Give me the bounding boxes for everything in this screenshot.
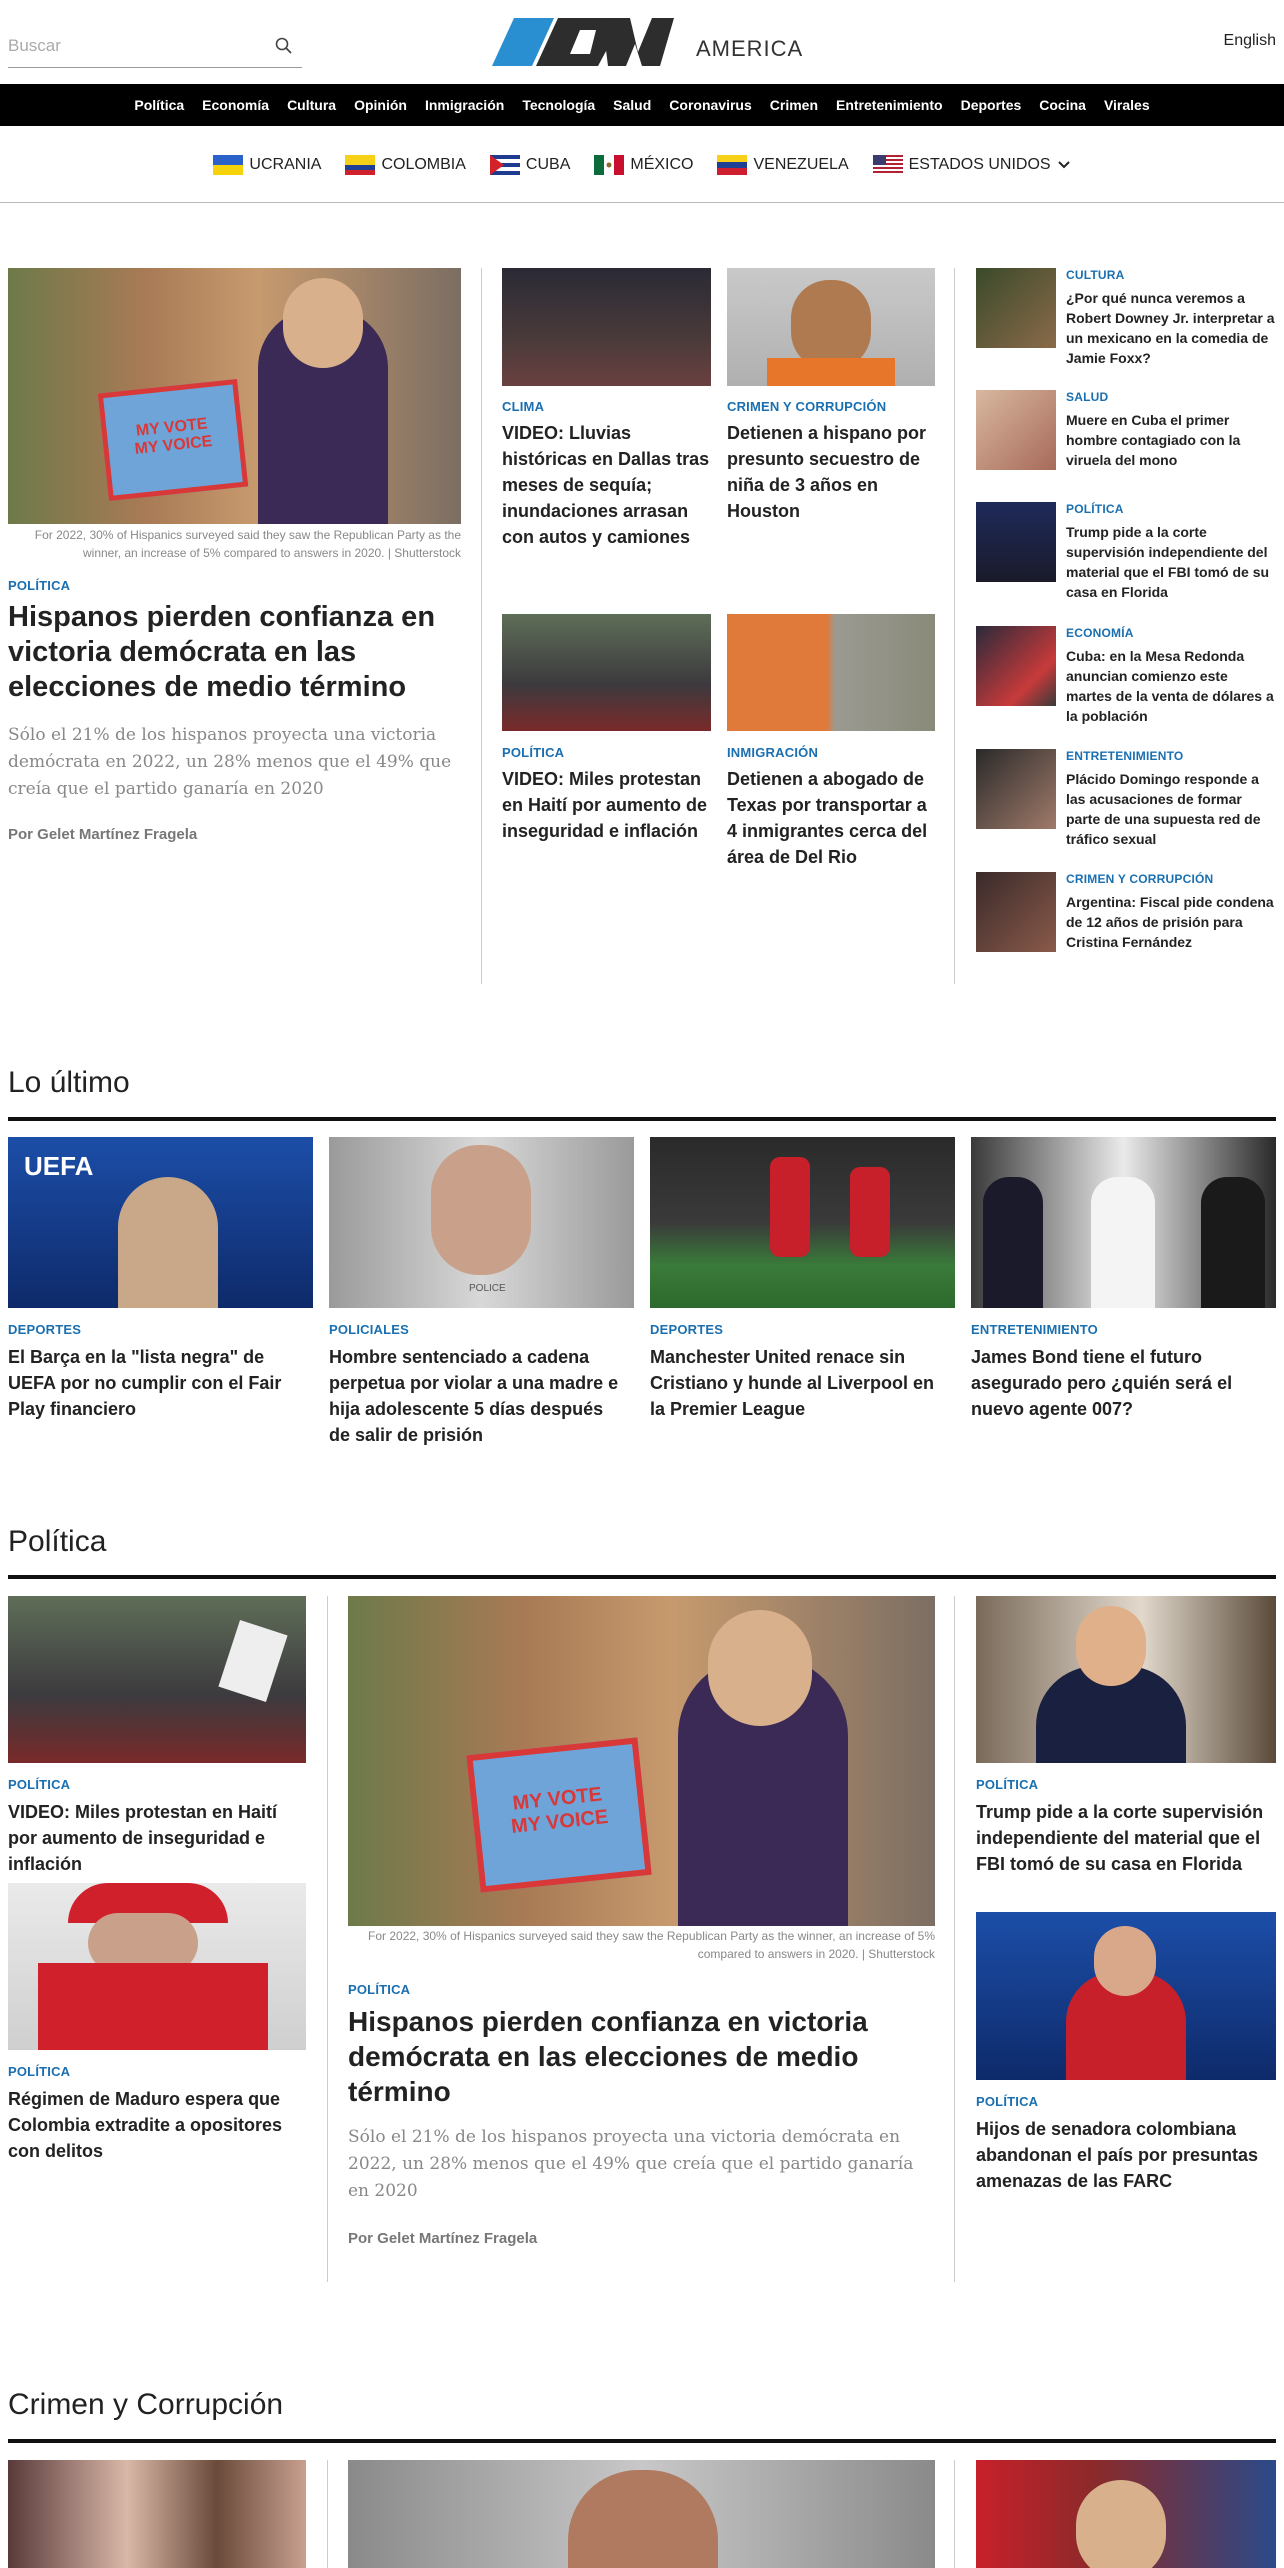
politica-left-image[interactable] [8, 1883, 306, 2050]
person-head [708, 1610, 812, 1726]
latest-image-text: POLICE [469, 1283, 506, 1294]
grid-title[interactable]: VIDEO: Miles protestan en Haití por aumento de inseguridad e inflación [502, 769, 708, 841]
person-figure [118, 1177, 218, 1308]
sidebar-category[interactable]: CRIMEN Y CORRUPCIÓN [1066, 872, 1214, 886]
person-head [1094, 1926, 1156, 1996]
nav-item-cocina[interactable]: Cocina [1039, 97, 1086, 113]
person-figure [1091, 1177, 1155, 1308]
sidebar-category[interactable]: CULTURA [1066, 268, 1125, 282]
sidebar-category[interactable]: ENTRETENIMIENTO [1066, 749, 1184, 763]
language-switch[interactable]: English [1223, 32, 1276, 49]
column-divider [954, 268, 955, 984]
hero-caption: For 2022, 30% of Hispanics surveyed said they saw the Republican Party as the winner, an increase of 5% compared to answers in 2020. | Shutterstock [34, 528, 461, 560]
crimen-image[interactable] [348, 2460, 935, 2568]
country-label: COLOMBIA [381, 156, 466, 173]
sidebar-category[interactable]: ECONOMÍA [1066, 626, 1134, 640]
nav-item-virales[interactable]: Virales [1103, 97, 1150, 113]
face-figure [791, 280, 871, 370]
nav-item-tecnologia[interactable]: Tecnología [522, 97, 596, 113]
country-label: CUBA [525, 156, 571, 173]
person-head [1076, 1606, 1146, 1686]
section-rule [8, 1575, 1276, 1579]
sidebar-image[interactable] [976, 268, 1056, 348]
sidebar-title[interactable]: Trump pide a la corte supervisión independiente del material que el FBI tomó de su casa en Florida [1066, 524, 1270, 600]
person-figure [1201, 1177, 1265, 1308]
politica-category[interactable]: POLÍTICA [8, 1777, 71, 1792]
country-colombia[interactable] [345, 155, 465, 175]
person-head [1076, 2480, 1166, 2568]
jumpsuit [767, 358, 895, 386]
grid-image-mugshot[interactable] [727, 268, 935, 386]
country-venezuela[interactable] [717, 155, 848, 175]
latest-image-text: UEFA [24, 1151, 94, 1181]
politica-left-image[interactable] [8, 1596, 306, 1763]
latest-title[interactable]: Manchester United renace sin Cristiano y hunde al Liverpool en la Premier League [650, 1347, 935, 1419]
latest-image[interactable] [971, 1137, 1276, 1308]
column-divider [954, 1596, 955, 2282]
latest-category[interactable]: DEPORTES [8, 1322, 82, 1337]
sidebar-image[interactable] [976, 626, 1056, 706]
sidebar-title[interactable]: Plácido Domingo responde a las acusaciones de formar parte de una supuesta red de tráfico sexual [1066, 771, 1261, 847]
country-nav [0, 148, 1284, 182]
protest-sign [218, 1620, 287, 1702]
sidebar-image[interactable] [976, 502, 1056, 582]
grid-title[interactable]: VIDEO: Lluvias históricas en Dallas tras meses de sequía; inundaciones arrasan con autos y camiones [502, 423, 710, 547]
crimen-image[interactable] [8, 2460, 306, 2568]
politica-center-byline[interactable]: Por Gelet Martínez Fragela [348, 2230, 538, 2247]
search-icon[interactable] [274, 36, 294, 56]
politica-right-image[interactable] [976, 1912, 1276, 2080]
mexico-flag-icon [594, 155, 624, 175]
politica-title[interactable]: Hijos de senadora colombiana abandonan el país por presuntas amenazas de las FARC [976, 2119, 1259, 2191]
latest-title[interactable]: Hombre sentenciado a cadena perpetua por violar a una madre e hija adolescente 5 días después de salir de prisión [329, 1347, 619, 1445]
sidebar-category[interactable]: POLÍTICA [1066, 502, 1124, 516]
section-title-latest[interactable]: Lo último [8, 1066, 130, 1099]
politica-center-category[interactable]: POLÍTICA [348, 1982, 411, 1997]
face-figure [431, 1145, 531, 1275]
column-divider [327, 2460, 328, 2568]
logo-text: AMERICA [696, 36, 804, 61]
sidebar-title[interactable]: Muere en Cuba el primer hombre contagiado con la viruela del mono [1066, 412, 1241, 468]
politica-title[interactable]: Trump pide a la corte supervisión independiente del material que el FBI tomó de su casa en Florida [976, 1802, 1264, 1874]
main-nav [0, 84, 1284, 126]
nav-item-politica[interactable]: Política [134, 97, 185, 113]
vote-sign [466, 1737, 651, 1892]
nav-item-inmigracion[interactable]: Inmigración [424, 97, 505, 113]
sign-text-top: MY VOTE [511, 1783, 604, 1815]
sidebar-image[interactable] [976, 749, 1056, 829]
politica-category[interactable]: POLÍTICA [8, 2064, 71, 2079]
column-divider [327, 1596, 328, 2282]
politica-center-image[interactable] [348, 1596, 935, 1926]
grid-title[interactable]: Detienen a abogado de Texas por transportar a 4 inmigrantes cerca del área de Del Rio [727, 769, 928, 867]
latest-category[interactable]: ENTRETENIMIENTO [971, 1322, 1098, 1337]
nav-item-coronavirus[interactable]: Coronavirus [669, 97, 752, 113]
hero-category[interactable]: POLÍTICA [8, 578, 71, 593]
sidebar-image[interactable] [976, 390, 1056, 470]
grid-image-lawyer[interactable] [727, 614, 935, 731]
latest-category[interactable]: POLICIALES [329, 1322, 410, 1337]
nav-item-deportes[interactable]: Deportes [960, 97, 1022, 113]
grid-category[interactable]: INMIGRACIÓN [727, 745, 819, 760]
grid-category[interactable]: CRIMEN Y CORRUPCIÓN [727, 399, 887, 414]
country-cuba[interactable] [490, 155, 570, 175]
grid-image-flood[interactable] [502, 268, 711, 386]
nav-item-crimen[interactable]: Crimen [769, 97, 818, 113]
header-divider [0, 202, 1284, 203]
grid-category[interactable]: POLÍTICA [502, 745, 565, 760]
sidebar-category[interactable]: SALUD [1066, 390, 1109, 404]
sign-text-top: MY VOTE [135, 415, 209, 440]
ukraine-flag-icon [213, 155, 243, 175]
country-label: UCRANIA [249, 156, 322, 173]
latest-category[interactable]: DEPORTES [650, 1322, 724, 1337]
latest-title[interactable]: El Barça en la "lista negra" de UEFA por no cumplir con el Fair Play financiero [8, 1347, 282, 1419]
latest-image[interactable] [329, 1137, 634, 1308]
country-label: MÉXICO [630, 156, 694, 173]
country-ucrania[interactable] [213, 155, 321, 175]
sidebar-image[interactable] [976, 872, 1056, 952]
hero-image[interactable] [8, 268, 461, 524]
politica-right-image[interactable] [976, 1596, 1276, 1763]
nav-item-economia[interactable]: Economía [202, 97, 270, 113]
section-title-crimen[interactable]: Crimen y Corrupción [8, 2388, 284, 2421]
sidebar-title[interactable]: Argentina: Fiscal pide condena de 12 años de prisión para Cristina Fernández [1066, 894, 1274, 950]
search-input[interactable] [8, 28, 258, 64]
venezuela-flag-icon [717, 155, 747, 175]
grid-category[interactable]: CLIMA [502, 399, 545, 414]
cuba-flag-icon [490, 155, 520, 175]
column-divider [481, 268, 482, 984]
nav-item-cultura[interactable]: Cultura [287, 97, 337, 113]
sidebar-title[interactable]: Cuba: en la Mesa Redonda anuncian comienzo este martes de la venta de dólares a la población [1066, 648, 1274, 724]
politica-center-excerpt: Sólo el 21% de los hispanos proyecta una victoria demócrata en 2022, un 28% menos que el 49% que creía que el partido ganaría en 2020 [348, 2127, 914, 2201]
politica-title[interactable]: Régimen de Maduro espera que Colombia extradite a opositores con delitos [8, 2089, 283, 2161]
grid-title[interactable]: Detienen a hispano por presunto secuestro de niña de 3 años en Houston [727, 423, 927, 521]
hero-excerpt: Sólo el 21% de los hispanos proyecta una victoria demócrata en 2022, un 28% menos que el 49% que creía que el partido ganaría en 2020 [8, 725, 452, 799]
politica-category[interactable]: POLÍTICA [976, 1777, 1039, 1792]
nav-item-salud[interactable]: Salud [613, 97, 652, 113]
player-figure [850, 1167, 890, 1257]
column-divider [954, 2460, 955, 2568]
section-title-politica[interactable]: Política [8, 1525, 107, 1558]
site-logo[interactable] [492, 14, 804, 70]
search-box[interactable] [8, 28, 302, 68]
country-label: ESTADOS UNIDOS [908, 156, 1051, 173]
country-estados-unidos[interactable] [873, 155, 1071, 175]
chevron-down-icon[interactable] [1057, 160, 1071, 170]
colombia-flag-icon [345, 155, 375, 175]
sign-text-bottom: MY VOICE [133, 432, 214, 458]
politica-title[interactable]: VIDEO: Miles protestan en Haití por aumento de inseguridad e inflación [8, 1802, 278, 1874]
vote-sign [98, 379, 249, 501]
person-head [283, 278, 363, 368]
politica-center-title[interactable]: Hispanos pierden confianza en victoria demócrata en las elecciones de medio término [348, 2006, 868, 2107]
nav-item-entretenimiento[interactable]: Entretenimiento [836, 97, 943, 113]
usa-flag-icon [873, 155, 903, 175]
politica-center-caption: For 2022, 30% of Hispanics surveyed said they saw the Republican Party as the winner, an increase of 5% compared to answers in 2020. | Shutterstock [368, 1929, 935, 1961]
country-label: VENEZUELA [753, 156, 849, 173]
face-figure [568, 2470, 718, 2568]
red-shirt [38, 1963, 268, 2050]
politica-category[interactable]: POLÍTICA [976, 2094, 1039, 2109]
nav-item-opinion[interactable]: Opinión [354, 97, 407, 113]
hero-title[interactable]: Hispanos pierden confianza en victoria demócrata en las elecciones de medio término [8, 601, 436, 703]
sidebar-title[interactable]: ¿Por qué nunca veremos a Robert Downey Jr. interpretar a un mexicano en la comedia de Jamie Foxx? [1066, 290, 1275, 366]
latest-title[interactable]: James Bond tiene el futuro asegurado pero ¿quién será el nuevo agente 007? [971, 1347, 1233, 1419]
country-mexico[interactable] [594, 155, 693, 175]
player-figure [770, 1157, 810, 1257]
latest-image[interactable] [8, 1137, 313, 1308]
grid-image-protest[interactable] [502, 614, 711, 731]
latest-image[interactable] [650, 1137, 955, 1308]
hero-byline[interactable]: Por Gelet Martínez Fragela [8, 826, 198, 843]
section-rule [8, 1117, 1276, 1121]
sign-text-bottom: MY VOICE [510, 1805, 610, 1838]
section-rule [8, 2439, 1276, 2443]
person-figure [983, 1177, 1043, 1308]
crimen-image[interactable] [976, 2460, 1276, 2568]
